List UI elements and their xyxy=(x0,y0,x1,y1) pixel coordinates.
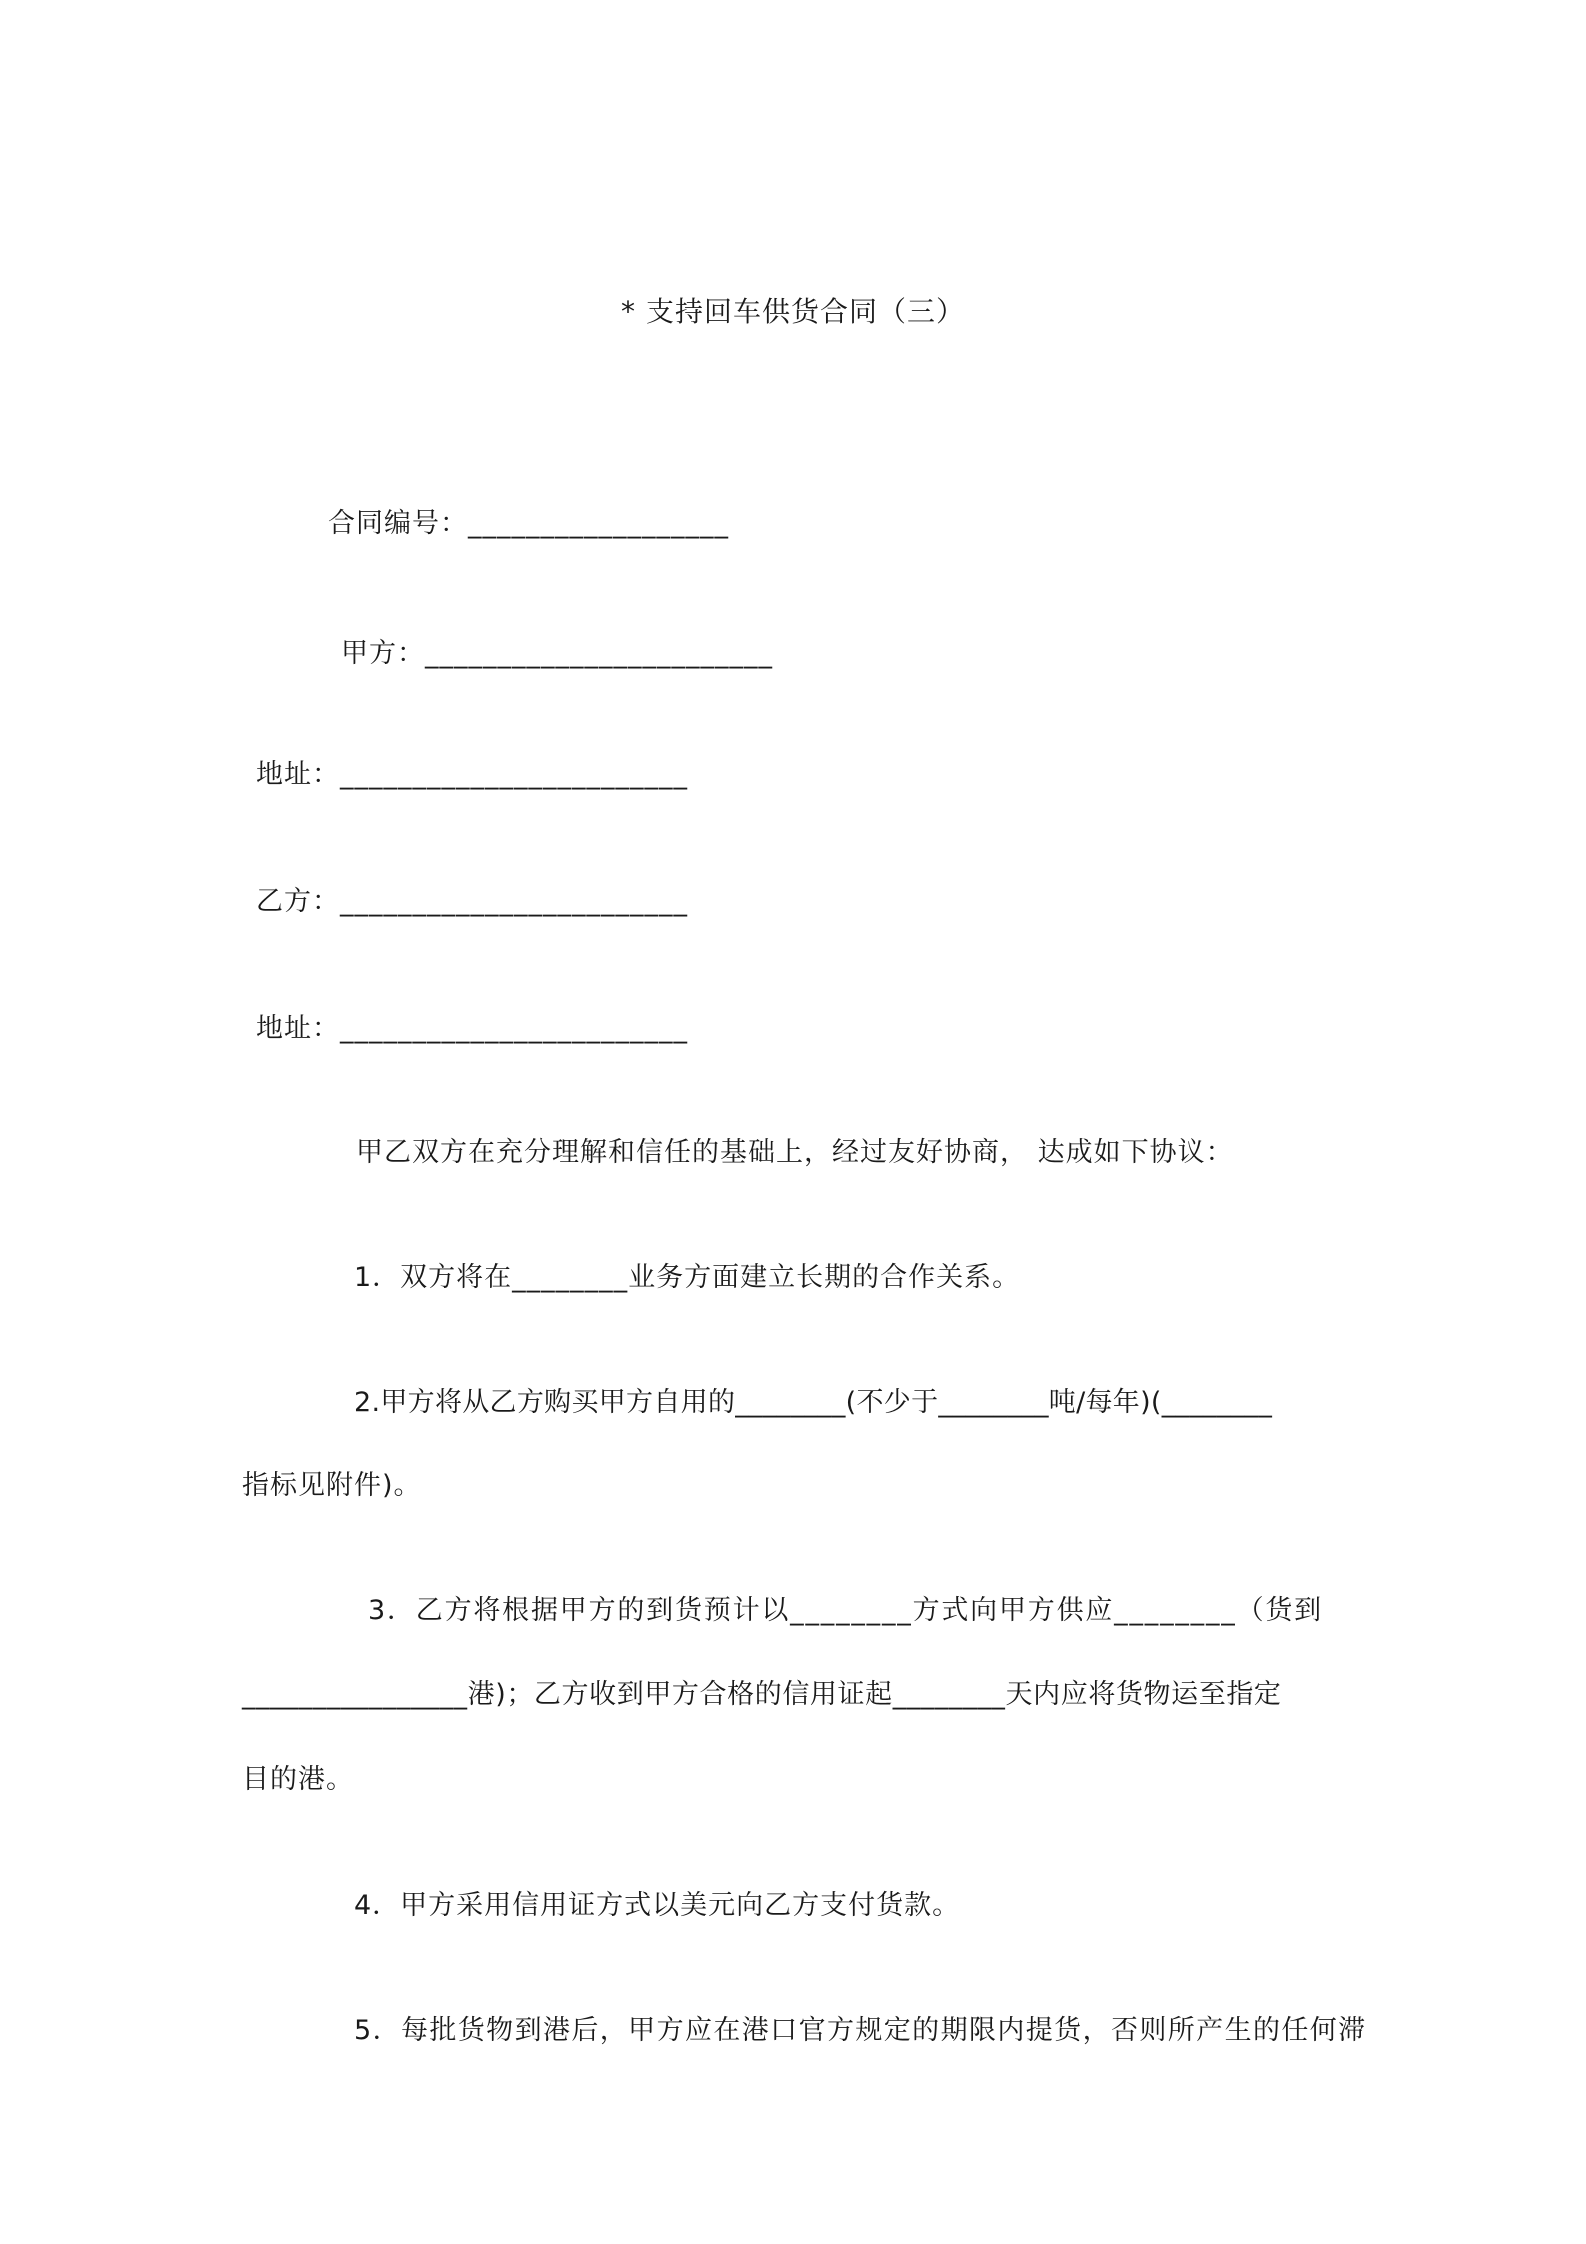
clause-2-line-1: 2.甲方将从乙方购买甲方自用的________(不少于________吨/每年)(________ xyxy=(354,1387,1273,1418)
clause-5-line-1: 5．每批货物到港后，甲方应在港口官方规定的期限内提货，否则所产生的任何滞 xyxy=(354,2015,1367,2046)
clause-3-line-3: 目的港。 xyxy=(242,1764,354,1795)
document-title: * 支持回车供货合同（三） xyxy=(621,295,965,328)
clause-2-line-2: 指标见附件)。 xyxy=(242,1470,422,1501)
party-b-address-field: 地址：________________________ xyxy=(256,1013,688,1044)
clause-3-line-2: ________________港)；乙方收到甲方合格的信用证起________天内应将货物运至指定 xyxy=(242,1679,1282,1710)
clause-1: 1．双方将在________业务方面建立长期的合作关系。 xyxy=(354,1262,1021,1293)
intro-paragraph: 甲乙双方在充分理解和信任的基础上，经过友好协商， 达成如下协议： xyxy=(356,1137,1234,1168)
contract-number-field: 合同编号：__________________ xyxy=(328,508,729,539)
party-a-field: 甲方：________________________ xyxy=(341,638,773,669)
party-a-address-field: 地址：________________________ xyxy=(256,759,688,790)
clause-4: 4．甲方采用信用证方式以美元向乙方支付货款。 xyxy=(354,1890,961,1921)
clause-3-line-1: 3．乙方将根据甲方的到货预计以________方式向甲方供应________（货到 xyxy=(368,1595,1323,1626)
party-b-field: 乙方：________________________ xyxy=(256,886,688,917)
